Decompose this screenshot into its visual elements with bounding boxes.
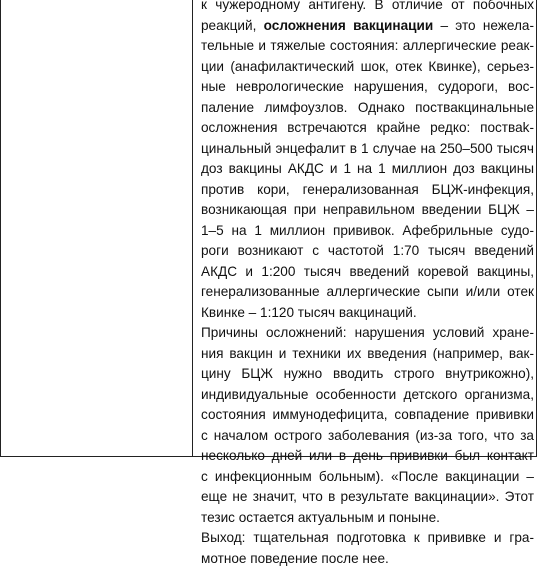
text-line: тельные и тяжелые состояния: аллергические реак- bbox=[201, 36, 534, 57]
text-line: к чужеродному антигену. В отличие от побочных bbox=[201, 0, 534, 16]
table-right-cell bbox=[193, 0, 537, 456]
table-left-cell bbox=[1, 0, 193, 456]
text-line: АКДС и 1:200 тысяч введений коревой вакцины, bbox=[201, 262, 534, 283]
text-line: ния вакцин и техники их введения (например, вак- bbox=[201, 344, 534, 365]
text-line: индивидуальные особенности детского организма, bbox=[201, 385, 534, 406]
text-line: Выход: тщательная подготовка к прививке и гра- bbox=[201, 528, 534, 549]
text-line: тезис остается актуальным и поныне. bbox=[201, 508, 534, 529]
text-line: состояния иммунодефицита, совпадение прививки bbox=[201, 405, 534, 426]
text-line: роги возникают с частотой 1:70 тысяч введений bbox=[201, 241, 534, 262]
text-line: с началом острого заболевания (из-за того, что за bbox=[201, 426, 534, 447]
text-line: против кори, генерализованная БЦЖ-инфекция, bbox=[201, 180, 534, 201]
text-line: с инфекционным больным). «После вакцинации – bbox=[201, 467, 534, 488]
text-line: осложнения встречаются крайне редко: постваk- bbox=[201, 118, 534, 139]
text-line: цинальный энцефалит в 1 случае на 250–500 тысяч bbox=[201, 139, 534, 160]
text-line: мотное поведение после нее. bbox=[201, 549, 534, 569]
text-line: доз вакцины АКДС и 1 на 1 миллион доз вакцины bbox=[201, 159, 534, 180]
text-line: паление лимфоузлов. Однако поствакцинальные bbox=[201, 98, 534, 119]
text-line: возникающая при неправильном введении БЦЖ – bbox=[201, 200, 534, 221]
text-line bbox=[201, 16, 534, 37]
text-line: еще не значит, что в результате вакцинации». Этот bbox=[201, 487, 534, 508]
text-line: генерализованные аллергические сыпи и/или отек bbox=[201, 282, 534, 303]
text-line: Квинке – 1:120 тысяч вакцинаций. bbox=[201, 303, 534, 324]
text-fragment: реакций, bbox=[201, 18, 264, 33]
text-line: ции (анафилактический шок, отек Квинке), серьез- bbox=[201, 57, 534, 78]
text-line: цину БЦЖ нужно вводить строго внутрикожно), bbox=[201, 364, 534, 385]
text-line: несколько дней или в день прививки был контакт bbox=[201, 446, 534, 467]
text-line: ные неврологические нарушения, судороги, вос- bbox=[201, 77, 534, 98]
bold-term: осложнения вакцинации bbox=[264, 18, 434, 33]
text-line: Причины осложнений: нарушения условий хране- bbox=[201, 323, 534, 344]
text-line: 1–5 на 1 миллион прививок. Афебрильные судо- bbox=[201, 221, 534, 242]
text-fragment: – это нежела- bbox=[433, 18, 534, 33]
